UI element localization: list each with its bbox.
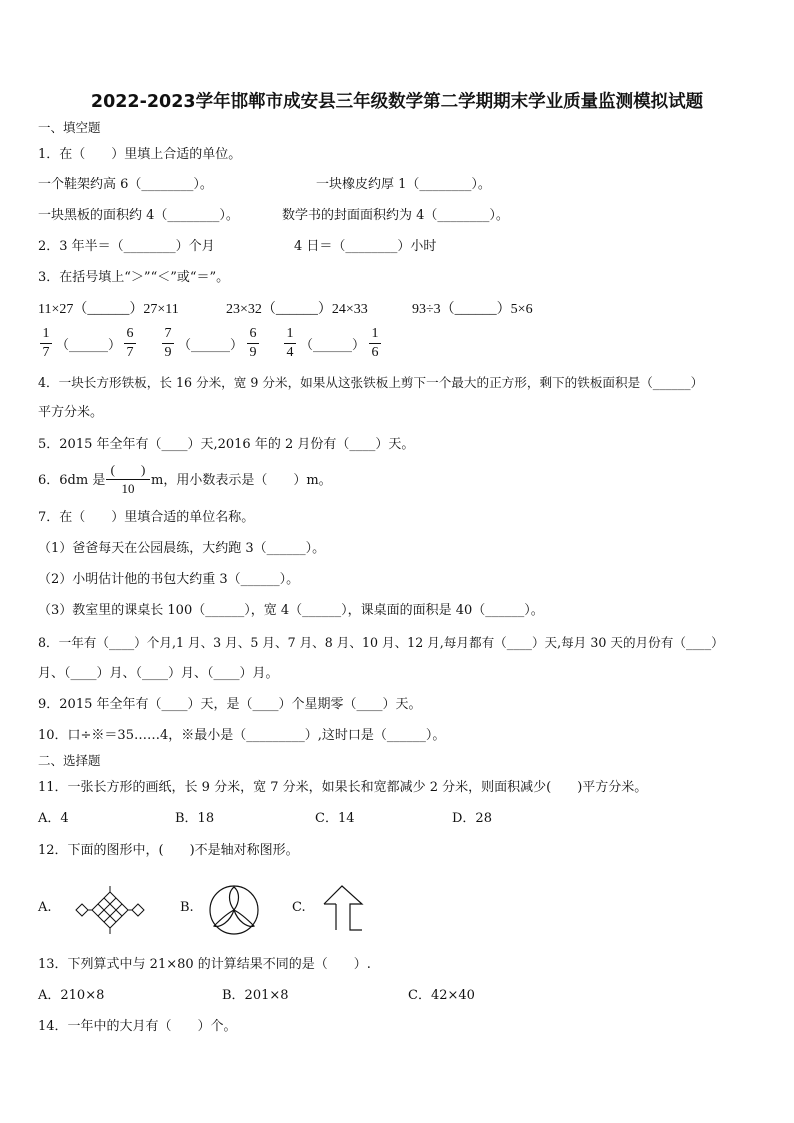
q7-sub1: （1）爸爸每天在公园晨练，大约跑 3（______）。: [38, 541, 326, 556]
section-multiple-choice: 二、选择题: [38, 753, 101, 768]
q7-sub2: （2）小明估计他的书包大约重 3（______）。: [38, 572, 300, 587]
circle-three-petal-figure: [208, 884, 260, 936]
q7-stem: 7．在（ ）里填合适的单位名称。: [38, 510, 255, 525]
q11-option-b: B．18: [175, 811, 215, 826]
q3-blank-3: （______）: [300, 338, 366, 353]
q4-line2: 平方分米。: [38, 405, 104, 420]
fraction-1-6: 1 6: [369, 326, 381, 361]
q2-a: 2．3 年半＝（________）个月: [38, 239, 215, 254]
q14: 14．一年中的大月有（ ）个。: [38, 1019, 237, 1034]
q10: 10．口÷※＝35……4，※最小是（_________）,这时口是（______）。: [38, 728, 446, 743]
q8-line1: 8．一年有（____）个月,1 月、3 月、5 月、7 月、8 月、10 月、12 月,每月都有（____）天,每月 30 天的月份有（____）: [38, 635, 724, 650]
q7-sub3: （3）教室里的课桌长 100（______），宽 4（______），课桌面的面积是 40（______）。: [38, 603, 544, 618]
q1-a: 一个鞋架约高 6（________）。: [38, 177, 213, 192]
q11-option-d: D．28: [452, 811, 492, 826]
q1-stem: 1．在（ ）里填上合适的单位。: [38, 147, 242, 162]
q9: 9．2015 年全年有（____）天，是（____）个星期零（____）天。: [38, 697, 422, 712]
fraction-1-7: 1 7: [40, 326, 52, 361]
q6-b: m，用小数表示是（ ）m。: [151, 473, 332, 488]
q5: 5．2015 年全年有（____）天,2016 年的 2 月份有（____）天。: [38, 437, 415, 452]
q12-option-a-label: A.: [38, 900, 52, 915]
q6-fraction: ( ) 10: [106, 462, 150, 497]
q11-option-a: A．4: [38, 811, 69, 826]
chinese-knot-figure: [70, 884, 150, 936]
q1-b: 一块橡皮约厚 1（________）。: [316, 177, 491, 192]
q1-c: 一块黑板的面积约 4（________）。: [38, 208, 239, 223]
q1-d: 数学书的封面面积约为 4（________）。: [282, 208, 509, 223]
q3-stem: 3．在括号填上“＞”“＜”或“＝”。: [38, 270, 230, 285]
q3-row1-a: 11×27（______）27×11: [38, 302, 179, 317]
q13-option-a: A．210×8: [38, 988, 105, 1003]
fraction-7-9: 7 9: [162, 326, 174, 361]
q12-stem: 12．下面的图形中，( )不是轴对称图形。: [38, 843, 299, 858]
q13-stem: 13．下列算式中与 21×80 的计算结果不同的是（ ）.: [38, 957, 371, 972]
arrow-shape-figure: [320, 884, 366, 934]
q2-b: 4 日＝（________）小时: [294, 239, 437, 254]
q13-option-b: B．201×8: [222, 988, 289, 1003]
fraction-6-7: 6 7: [124, 326, 136, 361]
q11-option-c: C．14: [315, 811, 355, 826]
fraction-6-9: 6 9: [247, 326, 259, 361]
q8-line2: 月、（____）月、（____）月、（____）月。: [38, 666, 279, 681]
q3-row1-c: 93÷3（______）5×6: [412, 302, 533, 317]
q12-option-b-label: B.: [180, 900, 194, 915]
q6-a: 6．6dm 是: [38, 473, 106, 488]
section-fill-blank: 一、填空题: [38, 120, 101, 135]
q3-blank-2: （______）: [178, 338, 244, 353]
q3-row1-b: 23×32（______）24×33: [226, 302, 368, 317]
page-title: 2022-2023学年邯郸市成安县三年级数学第二学期期末学业质量监测模拟试题: [90, 92, 704, 112]
q12-option-c-label: C.: [292, 900, 306, 915]
q3-blank-1: （______）: [56, 338, 122, 353]
fraction-1-4: 1 4: [284, 326, 296, 361]
q11-stem: 11．一张长方形的画纸，长 9 分米，宽 7 分米，如果长和宽都减少 2 分米，则面积减少( )平方分米。: [38, 780, 648, 795]
q13-option-c: C．42×40: [408, 988, 475, 1003]
q4-line1: 4．一块长方形铁板，长 16 分米，宽 9 分米，如果从这张铁板上剪下一个最大的正方形，剩下的铁板面积是（______）: [38, 375, 704, 390]
